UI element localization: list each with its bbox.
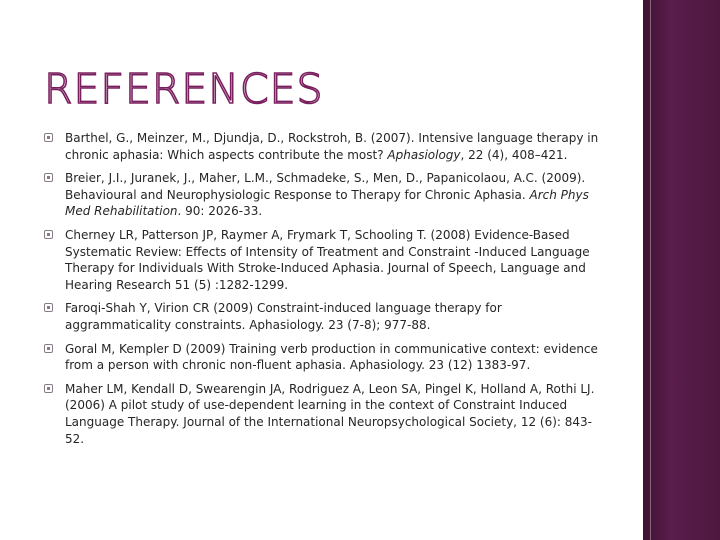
reference-part: . 90: 2026-33. [177, 204, 263, 219]
slide-title-text: REFERENCES [44, 65, 324, 113]
reference-item [44, 170, 604, 220]
reference-text [65, 170, 604, 220]
reference-item [44, 227, 604, 293]
reference-item [44, 341, 604, 374]
decorative-sidebar [643, 0, 720, 540]
reference-text [65, 381, 604, 447]
square-bullet-icon [44, 303, 53, 312]
square-bullet-icon [44, 173, 53, 182]
reference-item [44, 130, 604, 163]
reference-text [65, 130, 604, 163]
reference-text [65, 341, 604, 374]
reference-part: Goral M, Kempler D (2009) Training verb production in communicative context: evidence from a person with chronic non-fluent aphasia. Aphasiology. 23 (12) 1383-97. [65, 341, 598, 373]
reference-italic-part: Arch Phys Med Rehabilitation [65, 187, 589, 219]
reference-italic-part: Aphasiology [387, 147, 461, 162]
slide-title [44, 64, 344, 114]
reference-part: Barthel, G., Meinzer, M., Djundja, D., Rockstroh, B. (2007). Intensive language therapy in chronic aphasia: Which aspects contribute the most? [65, 131, 599, 162]
reference-part: Breier, J.I., Juranek, J., Maher, L.M., Schmadeke, S., Men, D., Papanicolaou, A.C. (2009). Behavioural and Neurophysiologic Response to Therapy for Chronic Aphasia. [65, 171, 586, 202]
square-bullet-icon [44, 230, 53, 239]
square-bullet-icon [44, 344, 53, 353]
references-list [44, 130, 604, 454]
square-bullet-icon [44, 133, 53, 142]
reference-item [44, 300, 604, 333]
reference-part: Maher LM, Kendall D, Swearengin JA, Rodriguez A, Leon SA, Pingel K, Holland A, Rothi LJ. (2006) A pilot study of use-dependent learning in the context of Constraint Induced Language Therapy. Journal of the International Neuropsychological Society, 12 (6): 843-52. [65, 381, 595, 446]
reference-part: Faroqi-Shah Y, Virion CR (2009) Constraint-induced language therapy for aggrammaticality constraints. Aphasiology. 23 (7-8); 977-88. [65, 301, 502, 332]
reference-part: Cherney LR, Patterson JP, Raymer A, Frymark T, Schooling T. (2008) Evidence-Based Systematic Review: Effects of Intensity of Treatment and Constraint -Induced Language Therapy for Individuals With Stroke-Induced Aphasia. Journal of Speech, Language and Hearing Research 51 (5) :1282-1299. [65, 227, 590, 292]
reference-text [65, 300, 604, 333]
square-bullet-icon [44, 384, 53, 393]
reference-item [44, 381, 604, 447]
reference-part: , 22 (4), 408–421. [460, 147, 568, 162]
reference-text [65, 227, 604, 293]
sidebar-divider [650, 0, 651, 540]
